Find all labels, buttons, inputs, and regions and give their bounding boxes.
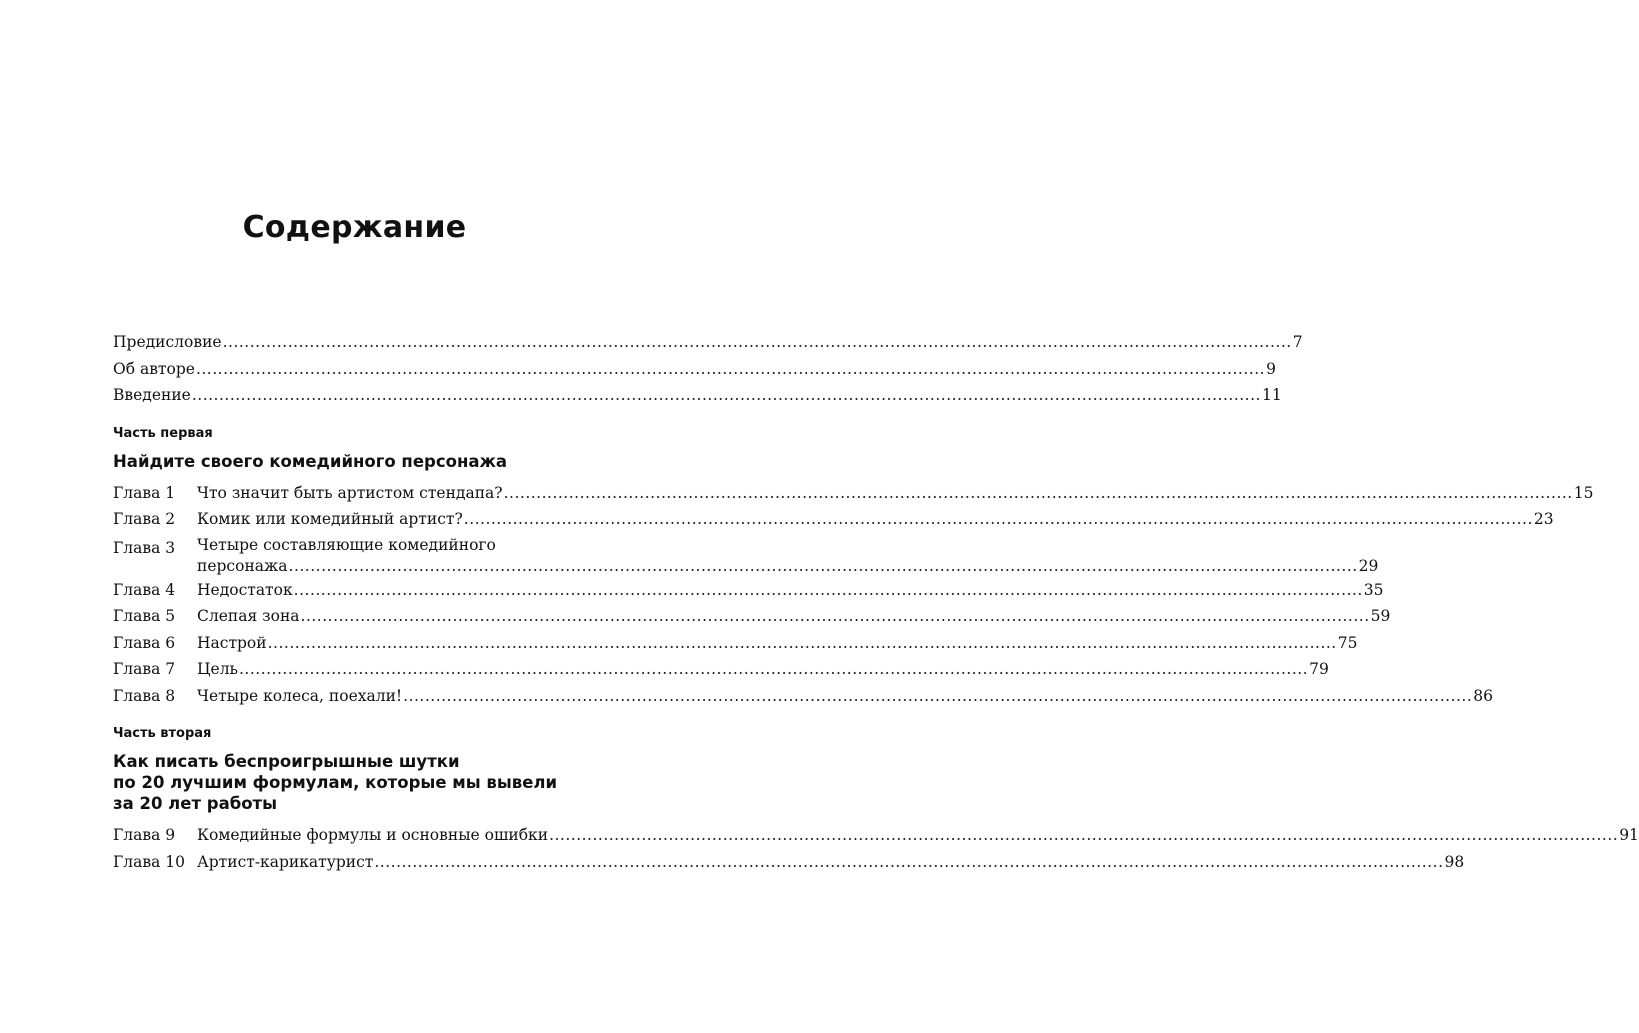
part-2-label: Часть вторая — [113, 726, 212, 741]
part-2-title[interactable] — [113, 751, 585, 814]
chapter-label: Глава 5 — [113, 607, 176, 625]
chapter-label: Глава 6 — [113, 633, 176, 652]
entry-page: 23 — [1533, 510, 1554, 528]
chapter-label: Глава 2 — [113, 510, 176, 528]
chapter-label: Глава 8 — [113, 686, 176, 705]
leader-dots — [504, 480, 1573, 507]
entry-title: Недостаток — [197, 580, 293, 599]
toc-entry-chapter-3[interactable] — [113, 535, 1379, 577]
toc-entry-introduction[interactable] — [113, 382, 1282, 409]
entry-page: 59 — [1370, 607, 1391, 625]
entry-page: 86 — [1473, 686, 1493, 705]
leader-dots — [294, 577, 1363, 604]
entry-page: 79 — [1309, 660, 1329, 678]
entry-page: 15 — [1573, 483, 1594, 502]
entry-page: 75 — [1337, 633, 1358, 652]
chapter-label: Глава 7 — [113, 660, 176, 678]
toc-entry-chapter-1[interactable] — [113, 480, 1594, 507]
entry-title: Настрой — [197, 633, 267, 652]
leader-dots — [374, 849, 1443, 876]
leader-dots — [301, 603, 1370, 630]
entry-title: Введение — [113, 386, 191, 404]
toc-entry-chapter-10[interactable] — [113, 849, 1465, 876]
chapter-label: Глава 1 — [113, 483, 176, 502]
part-2-title-line: за 20 лет работы — [113, 794, 278, 813]
chapter-label: Глава 3 — [113, 538, 176, 557]
entry-title: Комик или комедийный артист? — [197, 510, 463, 528]
part-2-title-line: по 20 лучшим формулам, которые мы вывели — [113, 773, 558, 792]
entry-page: 35 — [1363, 580, 1384, 599]
entry-title: Слепая зона — [197, 607, 300, 625]
entry-title: Предисловие — [113, 333, 222, 351]
part-1-label: Часть первая — [113, 425, 213, 441]
leader-dots — [192, 382, 1261, 409]
entry-title-line-1: Четыре составляющие комедийного — [197, 535, 496, 554]
leader-dots — [196, 356, 1265, 383]
entry-title: Артист-карикатурист — [197, 852, 374, 871]
chapter-label: Глава 10 — [113, 852, 185, 871]
leader-dots — [268, 630, 1337, 657]
entry-title-line-2: персонажа — [197, 556, 288, 575]
chapter-label: Глава 9 — [113, 826, 176, 844]
entry-page: 29 — [1358, 556, 1379, 575]
toc-entry-chapter-5[interactable] — [113, 603, 1391, 630]
entry-page: 9 — [1266, 359, 1276, 378]
toc-entry-about-author[interactable] — [113, 356, 1276, 383]
chapter-label: Глава 4 — [113, 580, 176, 599]
toc-entry-chapter-9[interactable] — [113, 822, 1639, 849]
part-2-title-line: Как писать беспроигрышные шутки — [113, 752, 460, 771]
entry-page: 7 — [1292, 333, 1303, 351]
toc-entry-chapter-7[interactable] — [113, 656, 1329, 683]
leader-dots — [223, 329, 1292, 356]
toc-entry-chapter-4[interactable] — [113, 577, 1384, 604]
entry-title: Об авторе — [113, 359, 195, 378]
leader-dots — [403, 683, 1472, 710]
entry-title: Что значит быть артистом стендапа? — [197, 483, 503, 502]
entry-title: Четыре колеса, поехали! — [197, 686, 403, 705]
entry-page: 91 — [1619, 826, 1639, 844]
page-title: Содержание — [242, 210, 467, 245]
table-of-contents — [113, 329, 1639, 875]
toc-entry-preface[interactable] — [113, 329, 1303, 356]
entry-page: 11 — [1261, 386, 1282, 404]
toc-entry-chapter-2[interactable] — [113, 506, 1554, 533]
leader-dots — [464, 506, 1533, 533]
entry-title: Цель — [197, 660, 238, 678]
toc-entry-chapter-8[interactable] — [113, 683, 1493, 710]
part-1-title[interactable]: Найдите своего комедийного персонажа — [113, 451, 508, 471]
leader-dots — [549, 822, 1618, 849]
entry-page: 98 — [1444, 852, 1465, 871]
toc-entry-chapter-6[interactable] — [113, 630, 1358, 657]
leader-dots — [239, 656, 1308, 683]
leader-dots — [289, 555, 1358, 577]
entry-title: Комедийные формулы и основные ошибки — [197, 826, 549, 844]
